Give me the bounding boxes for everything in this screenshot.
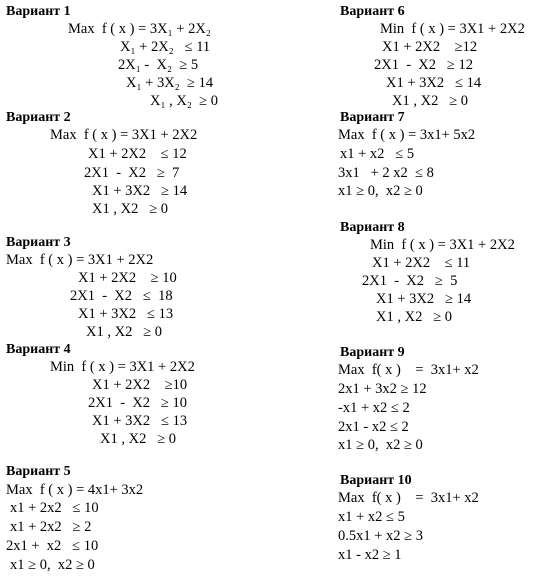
variant-title: Вариант 8	[340, 220, 405, 235]
constraint-line: 2X1 - X2 ≥ 12	[374, 57, 473, 73]
nonneg-line: X₁ , X₂ ≥ 0	[150, 93, 219, 109]
nonneg-line: x1 ≥ 0, x2 ≥ 0	[338, 437, 423, 453]
constraint-line: 2X1 - X2 ≥ 5	[362, 273, 458, 289]
nonneg-line: X1 , X2 ≥ 0	[100, 431, 177, 447]
nonneg-line: X1 , X2 ≥ 0	[376, 309, 453, 325]
constraint-line: X1 + 3X2 ≥ 14	[92, 183, 188, 199]
constraint-line: X1 + 2X2 ≥12	[382, 39, 478, 55]
constraint-line: 0.5x1 + x2 ≥ 3	[338, 528, 424, 544]
variant-title: Вариант 7	[340, 110, 405, 125]
constraint-line: 3x1 + 2 x2 ≤ 8	[338, 165, 434, 181]
constraint-line: x1 + x2 ≤ 5	[340, 146, 415, 162]
variant-title: Вариант 1	[6, 4, 71, 19]
constraint-line: 2X1 - X2 ≥ 7	[84, 165, 180, 181]
variant-title: Вариант 2	[6, 110, 71, 125]
constraint-line: 2X1 - X2 ≥ 10	[88, 395, 187, 411]
objective-line: Min f ( x ) = 3X1 + 2X2	[50, 359, 195, 375]
objective-line: Min f ( x ) = 3X1 + 2X2	[370, 237, 515, 253]
constraint-line: 2x1 + 3x2 ≥ 12	[338, 381, 427, 397]
nonneg-line: X1 , X2 ≥ 0	[92, 201, 169, 217]
constraint-line: X₁ + 3X₂ ≥ 14	[126, 75, 214, 91]
constraint-line: 2x1 + x2 ≤ 10	[6, 538, 99, 554]
constraint-line: X1 + 2X2 ≥10	[92, 377, 188, 393]
objective-line: Max f ( x ) = 3X1 + 2X2	[6, 252, 154, 268]
nonneg-line: X1 , X2 ≥ 0	[392, 93, 469, 109]
objective-line: Max f ( x ) = 4x1+ 3x2	[6, 482, 144, 498]
variant-title: Вариант 4	[6, 342, 71, 357]
nonneg-line: x1 ≥ 0, x2 ≥ 0	[10, 557, 95, 573]
objective-line: Min f ( x ) = 3X1 + 2X2	[380, 21, 525, 37]
constraint-line: X1 + 2X2 ≥ 10	[78, 270, 177, 286]
constraint-line: x1 - x2 ≥ 1	[338, 547, 402, 563]
constraint-line: X₁ + 2X₂ ≤ 11	[120, 39, 211, 55]
constraint-line: 2x1 - x2 ≤ 2	[338, 419, 409, 435]
constraint-line: x1 + 2x2 ≥ 2	[10, 519, 92, 535]
constraint-line: X1 + 3X2 ≤ 13	[78, 306, 174, 322]
objective-line: Max f ( x ) = 3X1 + 2X2	[50, 127, 198, 143]
variant-title: Вариант 9	[340, 345, 405, 360]
objective-line: Max f( x ) = 3x1+ x2	[338, 362, 479, 378]
objective-line: Max f( x ) = 3x1+ x2	[338, 490, 479, 506]
nonneg-line: x1 ≥ 0, x2 ≥ 0	[338, 183, 423, 199]
constraint-line: x1 + 2x2 ≤ 10	[10, 500, 99, 516]
variant-title: Вариант 10	[340, 473, 412, 488]
nonneg-line: X1 , X2 ≥ 0	[86, 324, 163, 340]
constraint-line: X1 + 3X2 ≤ 14	[386, 75, 482, 91]
constraint-line: 2X1 - X2 ≤ 18	[70, 288, 173, 304]
objective-line: Max f ( x ) = 3x1+ 5x2	[338, 127, 476, 143]
constraint-line: X1 + 2X2 ≤ 12	[88, 146, 187, 162]
constraint-line: 2X₁ - X₂ ≥ 5	[118, 57, 199, 73]
variant-title: Вариант 5	[6, 464, 71, 479]
constraint-line: x1 + x2 ≤ 5	[338, 509, 405, 525]
constraint-line: X1 + 3X2 ≥ 14	[376, 291, 472, 307]
objective-line: Max f ( x ) = 3X₁ + 2X₂	[68, 21, 211, 37]
variant-title: Вариант 6	[340, 4, 405, 19]
constraint-line: X1 + 2X2 ≤ 11	[372, 255, 471, 271]
constraint-line: -x1 + x2 ≤ 2	[338, 400, 410, 416]
variant-title: Вариант 3	[6, 235, 71, 250]
constraint-line: X1 + 3X2 ≤ 13	[92, 413, 188, 429]
